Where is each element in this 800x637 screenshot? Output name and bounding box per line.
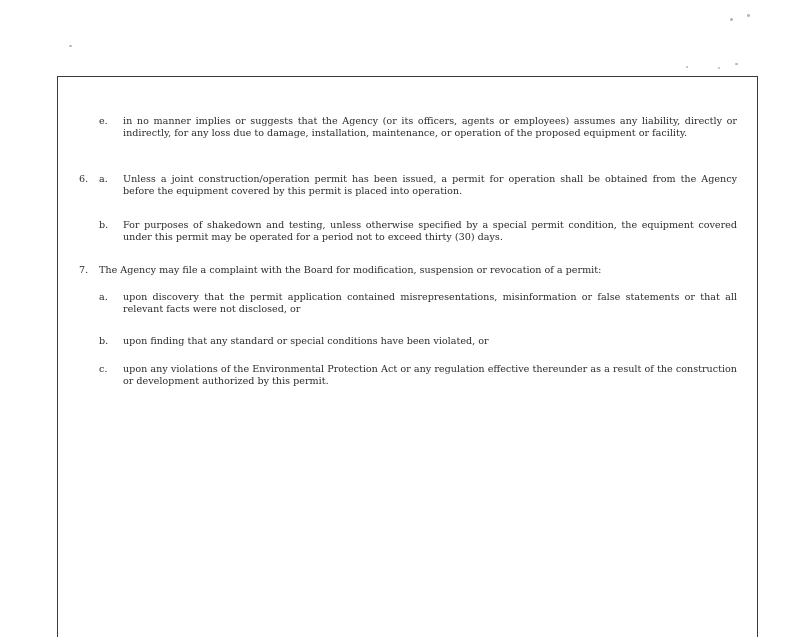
- page-frame: [57, 76, 758, 637]
- item-number: 7.: [79, 265, 89, 276]
- item-letter: a.: [99, 174, 108, 185]
- item-letter: b.: [99, 220, 109, 231]
- item-text: Unless a joint construction/operation permit has been issued, a permit for operation shall be obtained from the Agency before the equipment covered by this permit is placed into operation.: [123, 174, 737, 197]
- item-text: The Agency may file a complaint with the Board for modification, suspension or revocation of a permit:: [99, 265, 602, 276]
- scan-speck: [718, 67, 720, 69]
- item-text: upon discovery that the permit application contained misrepresentations, misinformation or false statements or that all relevant facts were not disclosed, or: [123, 292, 737, 315]
- item-text: upon any violations of the Environmental Protection Act or any regulation effective thereunder as a result of the construction or development authorized by this permit.: [123, 364, 737, 387]
- item-text: in no manner implies or suggests that the Agency (or its officers, agents or employees) assumes any liability, directly or indirectly, for any loss due to damage, installation, maintenance, or operation of the proposed equipment or facility.: [123, 116, 737, 139]
- scan-speck: [747, 14, 750, 17]
- scan-speck: [735, 63, 738, 65]
- item-letter: c.: [99, 364, 108, 375]
- item-letter: a.: [99, 292, 108, 303]
- item-text: For purposes of shakedown and testing, unless otherwise specified by a special permit condition, the equipment covered under this permit may be operated for a period not to exceed thirty (30) days.: [123, 220, 737, 243]
- item-letter: b.: [99, 336, 109, 347]
- scan-speck: [686, 66, 688, 68]
- item-letter: e.: [99, 116, 108, 127]
- scan-speck: [69, 45, 72, 47]
- item-number: 6.: [79, 174, 89, 185]
- item-text: upon finding that any standard or special conditions have been violated, or: [123, 336, 489, 347]
- scan-speck: [730, 18, 733, 21]
